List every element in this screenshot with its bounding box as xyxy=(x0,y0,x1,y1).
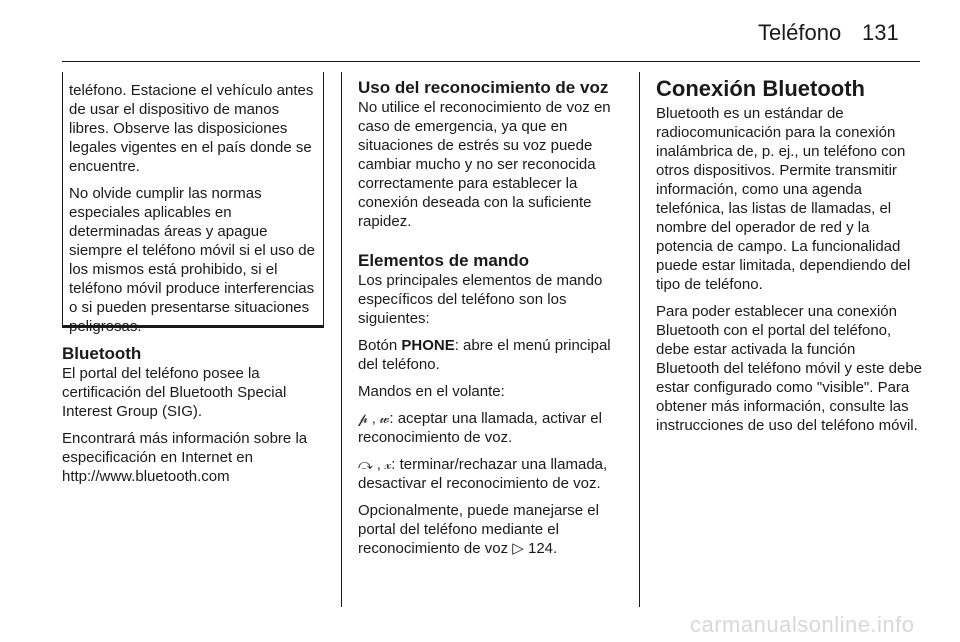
column-divider-1 xyxy=(341,72,342,607)
watermark: carmanualsonline.info xyxy=(690,612,915,637)
bluetooth-heading: Bluetooth xyxy=(62,344,142,363)
phone-key-label: PHONE xyxy=(401,337,455,354)
accept-call-paragraph: 𝓅 , 𝓌: aceptar una llamada, activar el reconocimiento de voz. xyxy=(358,410,602,446)
warning-box xyxy=(62,72,324,335)
right-column xyxy=(656,76,922,443)
end-call-paragraph: ⤼ , 𝓍: terminar/rechazar una llamada, desactivar el reconocimiento de voz. xyxy=(358,456,608,492)
bluetooth-connection-paragraph-1: Bluetooth es un estándar de radiocomunicación para la conexión inalámbrica de, p. ej., un teléfono con otros dispositivos. Permite transmitir información, como una agenda telefónica, las listas de llamadas, el nombre del operador de red y la potencia de campo. La funcionalidad puede estar limitada, dependiendo del tipo de teléfono. xyxy=(656,105,911,293)
page-reference-arrow-icon: ▷ xyxy=(512,540,524,557)
bluetooth-connection-heading: Conexión Bluetooth xyxy=(656,76,865,101)
end-call-icons: ⤼ , 𝓍 xyxy=(358,456,392,472)
bluetooth-paragraph-2: Encontrará más información sobre la especificación en Internet en http://www.bluetooth.com xyxy=(62,430,308,485)
left-column xyxy=(62,344,324,494)
note-paragraph-1: teléfono. Estacione el vehículo antes de usar el dispositivo de manos libres. Observe las disposiciones legales vigentes en el país donde se encuentre. xyxy=(69,82,314,175)
middle-column xyxy=(358,78,624,566)
controls-paragraph: Los principales elementos de mando específicos del teléfono son los siguientes: xyxy=(358,272,603,327)
controls-heading: Elementos de mando xyxy=(358,251,529,270)
page-section-title: Teléfono xyxy=(758,20,842,45)
phone-button-paragraph: Botón PHONE: abre el menú principal del teléfono. xyxy=(358,337,611,373)
page-reference: 124. xyxy=(527,540,558,557)
accept-call-icons: 𝓅 , 𝓌 xyxy=(358,410,390,426)
voice-recognition-heading: Uso del reconocimiento de voz xyxy=(358,78,609,97)
bluetooth-paragraph-1: El portal del teléfono posee la certificación del Bluetooth Special Interest Group (SIG). xyxy=(62,365,287,420)
steering-wheel-controls-label: Mandos en el volante: xyxy=(358,383,505,400)
page-number: 131 xyxy=(862,20,899,45)
note-paragraph-2: No olvide cumplir las normas especiales aplicables en determinadas áreas y apague siempre el teléfono móvil si el uso de los mismos está prohibido, si el teléfono móvil produce interferencias o si pueden presentarse situaciones peligrosas. xyxy=(69,185,315,335)
optional-voice-paragraph: Opcionalmente, puede manejarse el portal del teléfono mediante el reconocimiento de voz ▷ 124. xyxy=(358,502,599,557)
voice-recognition-paragraph: No utilice el reconocimiento de voz en caso de emergencia, ya que en situaciones de estrés su voz puede cambiar mucho y no ser reconocida correctamente para establecer la conexión deseada con la suficiente rapidez. xyxy=(358,99,611,230)
header-rule xyxy=(62,61,920,62)
bluetooth-connection-paragraph-2: Para poder establecer una conexión Bluetooth con el portal del teléfono, debe estar activada la función Bluetooth del teléfono móvil y este debe estar configurado como "visible". Para obtener más información, consulte las instrucciones de uso del teléfono móvil. xyxy=(656,303,923,434)
column-divider-2 xyxy=(639,72,640,607)
